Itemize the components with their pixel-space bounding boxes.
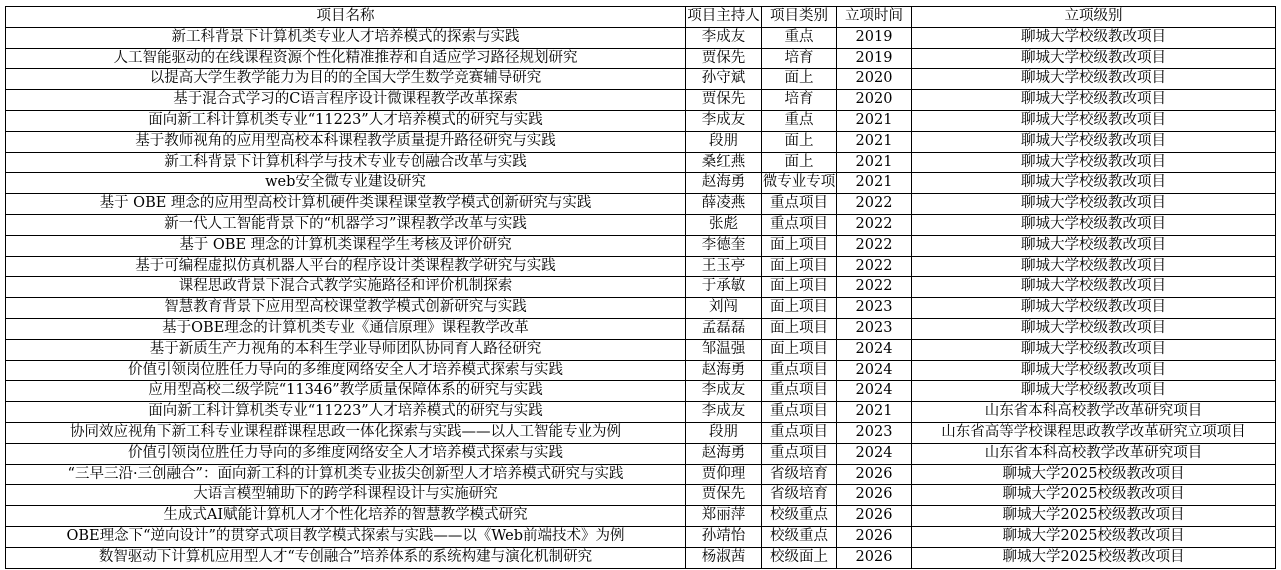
cell-category[interactable]: 培育	[762, 90, 837, 111]
table-row	[6, 69, 1276, 90]
cell-category[interactable]: 重点	[762, 110, 837, 131]
cell-host[interactable]: 贾保先	[686, 90, 762, 111]
cell-year[interactable]: 2021	[837, 110, 912, 131]
cell-host[interactable]: 贾保先	[686, 48, 762, 69]
cell-category[interactable]: 重点项目	[762, 194, 837, 215]
cell-level[interactable]: 聊城大学校级教改项目	[912, 256, 1276, 277]
cell-category[interactable]: 面上项目	[762, 298, 837, 319]
cell-category[interactable]: 培育	[762, 48, 837, 69]
cell-level[interactable]: 聊城大学2025校级教改项目	[912, 464, 1276, 485]
cell-level[interactable]: 聊城大学校级教改项目	[912, 131, 1276, 152]
cell-level[interactable]: 聊城大学校级教改项目	[912, 214, 1276, 235]
cell-host[interactable]: 孙靖怡	[686, 526, 762, 547]
cell-level[interactable]: 聊城大学校级教改项目	[912, 27, 1276, 48]
cell-year[interactable]: 2024	[837, 381, 912, 402]
cell-project-name[interactable]: web安全微专业建设研究	[6, 173, 686, 194]
cell-host[interactable]: 李成友	[686, 27, 762, 48]
cell-project-name[interactable]: OBE理念下“逆向设计”的贯穿式项目教学模式探索与实践——以《Web前端技术》为例	[6, 526, 686, 547]
table-row	[6, 547, 1276, 568]
table-row	[6, 485, 1276, 506]
table-row	[6, 48, 1276, 69]
cell-year[interactable]: 2024	[837, 360, 912, 381]
cell-host[interactable]: 孟磊磊	[686, 318, 762, 339]
cell-project-name[interactable]: 面向新工科计算机类专业“11223”人才培养模式的研究与实践	[6, 402, 686, 423]
cell-year[interactable]: 2024	[837, 443, 912, 464]
cell-level[interactable]: 聊城大学校级教改项目	[912, 235, 1276, 256]
cell-category[interactable]: 省级培育	[762, 485, 837, 506]
cell-year[interactable]: 2023	[837, 422, 912, 443]
cell-category[interactable]: 重点	[762, 27, 837, 48]
cell-level[interactable]: 聊城大学校级教改项目	[912, 194, 1276, 215]
header-project-name[interactable]: 项目名称	[6, 7, 686, 28]
cell-project-name[interactable]: 新一代人工智能背景下的“机器学习”课程教学改革与实践	[6, 214, 686, 235]
cell-project-name[interactable]: 课程思政背景下混合式教学实施路径和评价机制探索	[6, 277, 686, 298]
cell-category[interactable]: 面上项目	[762, 318, 837, 339]
cell-host[interactable]: 赵海勇	[686, 173, 762, 194]
cell-category[interactable]: 重点项目	[762, 381, 837, 402]
cell-host[interactable]: 李成友	[686, 402, 762, 423]
table-row	[6, 214, 1276, 235]
cell-level[interactable]: 聊城大学2025校级教改项目	[912, 526, 1276, 547]
cell-level[interactable]: 聊城大学校级教改项目	[912, 339, 1276, 360]
cell-level[interactable]: 聊城大学校级教改项目	[912, 381, 1276, 402]
cell-level[interactable]: 聊城大学校级教改项目	[912, 48, 1276, 69]
cell-category[interactable]: 重点项目	[762, 422, 837, 443]
table-row	[6, 256, 1276, 277]
table-row	[6, 318, 1276, 339]
cell-host[interactable]: 贾保先	[686, 485, 762, 506]
cell-level[interactable]: 聊城大学2025校级教改项目	[912, 547, 1276, 568]
cell-host[interactable]: 邹温强	[686, 339, 762, 360]
table-row	[6, 526, 1276, 547]
cell-level[interactable]: 聊城大学校级教改项目	[912, 69, 1276, 90]
table-row	[6, 464, 1276, 485]
table-row	[6, 422, 1276, 443]
table-row	[6, 194, 1276, 215]
cell-project-name[interactable]: 价值引领岗位胜任力导向的多维度网络安全人才培养模式探索与实践	[6, 360, 686, 381]
cell-level[interactable]: 山东省本科高校教学改革研究项目	[912, 402, 1276, 423]
table-row	[6, 298, 1276, 319]
cell-category[interactable]: 重点项目	[762, 443, 837, 464]
table-row	[6, 235, 1276, 256]
cell-project-name[interactable]: 智慧教育背景下应用型高校课堂教学模式创新研究与实践	[6, 298, 686, 319]
cell-host[interactable]: 贾仰理	[686, 464, 762, 485]
cell-project-name[interactable]: 面向新工科计算机类专业“11223”人才培养模式的研究与实践	[6, 110, 686, 131]
cell-host[interactable]: 于承敏	[686, 277, 762, 298]
cell-host[interactable]: 赵海勇	[686, 360, 762, 381]
table-row	[6, 131, 1276, 152]
cell-project-name[interactable]: 新工科背景下计算机科学与技术专业专创融合改革与实践	[6, 152, 686, 173]
cell-level[interactable]: 聊城大学校级教改项目	[912, 90, 1276, 111]
cell-level[interactable]: 山东省本科高校教学改革研究项目	[912, 443, 1276, 464]
table-row	[6, 360, 1276, 381]
cell-project-name[interactable]: 以提高大学生教学能力为目的的全国大学生数学竞赛辅导研究	[6, 69, 686, 90]
cell-year[interactable]: 2023	[837, 298, 912, 319]
cell-level[interactable]: 聊城大学校级教改项目	[912, 277, 1276, 298]
cell-category[interactable]: 重点项目	[762, 402, 837, 423]
cell-year[interactable]: 2019	[837, 27, 912, 48]
cell-project-name[interactable]: 大语言模型辅助下的跨学科课程设计与实施研究	[6, 485, 686, 506]
cell-host[interactable]: 李成友	[686, 381, 762, 402]
cell-host[interactable]: 薛凌燕	[686, 194, 762, 215]
cell-project-name[interactable]: 基于教师视角的应用型高校本科课程教学质量提升路径研究与实践	[6, 131, 686, 152]
table-row	[6, 402, 1276, 423]
table-row	[6, 339, 1276, 360]
cell-host[interactable]: 郑丽萍	[686, 506, 762, 527]
table-row	[6, 110, 1276, 131]
cell-level[interactable]: 聊城大学校级教改项目	[912, 318, 1276, 339]
cell-year[interactable]: 2021	[837, 173, 912, 194]
cell-year[interactable]: 2021	[837, 131, 912, 152]
cell-year[interactable]: 2019	[837, 48, 912, 69]
cell-year[interactable]: 2024	[837, 339, 912, 360]
header-category[interactable]: 项目类别	[762, 7, 837, 28]
cell-level[interactable]: 聊城大学校级教改项目	[912, 110, 1276, 131]
cell-project-name[interactable]: 数智驱动下计算机应用型人才“专创融合”培养体系的系统构建与演化机制研究	[6, 547, 686, 568]
cell-host[interactable]: 王玉亭	[686, 256, 762, 277]
cell-year[interactable]: 2022	[837, 277, 912, 298]
cell-level[interactable]: 聊城大学校级教改项目	[912, 298, 1276, 319]
cell-project-name[interactable]: 基于 OBE 理念的计算机类课程学生考核及评价研究	[6, 235, 686, 256]
cell-category[interactable]: 面上	[762, 152, 837, 173]
header-host[interactable]: 项目主持人	[686, 7, 762, 28]
table-row	[6, 443, 1276, 464]
cell-year[interactable]: 2021	[837, 402, 912, 423]
cell-year[interactable]: 2022	[837, 214, 912, 235]
cell-category[interactable]: 面上项目	[762, 277, 837, 298]
cell-category[interactable]: 校级重点	[762, 506, 837, 527]
cell-project-name[interactable]: 人工智能驱动的在线课程资源个性化精准推荐和自适应学习路径规划研究	[6, 48, 686, 69]
header-level[interactable]: 立项级别	[912, 7, 1276, 28]
cell-category[interactable]: 省级培育	[762, 464, 837, 485]
cell-host[interactable]: 张彪	[686, 214, 762, 235]
cell-category[interactable]: 面上	[762, 131, 837, 152]
table-row	[6, 381, 1276, 402]
cell-project-name[interactable]: 协同效应视角下新工科专业课程群课程思政一体化探索与实践——以人工智能专业为例	[6, 422, 686, 443]
cell-year[interactable]: 2026	[837, 464, 912, 485]
cell-level[interactable]: 聊城大学校级教改项目	[912, 152, 1276, 173]
cell-year[interactable]: 2020	[837, 90, 912, 111]
cell-year[interactable]: 2022	[837, 235, 912, 256]
table-row	[6, 173, 1276, 194]
cell-level[interactable]: 聊城大学2025校级教改项目	[912, 485, 1276, 506]
cell-category[interactable]: 重点项目	[762, 214, 837, 235]
table-row	[6, 152, 1276, 173]
cell-host[interactable]: 李成友	[686, 110, 762, 131]
header-year[interactable]: 立项时间	[837, 7, 912, 28]
cell-category[interactable]: 面上项目	[762, 235, 837, 256]
cell-host[interactable]: 孙守斌	[686, 69, 762, 90]
table-row	[6, 506, 1276, 527]
cell-host[interactable]: 杨淑茜	[686, 547, 762, 568]
cell-year[interactable]: 2022	[837, 256, 912, 277]
cell-host[interactable]: 段朋	[686, 131, 762, 152]
header-row	[6, 7, 1276, 28]
table-row	[6, 277, 1276, 298]
cell-host[interactable]: 李德奎	[686, 235, 762, 256]
cell-category[interactable]: 面上项目	[762, 256, 837, 277]
cell-category[interactable]: 面上	[762, 69, 837, 90]
cell-level[interactable]: 山东省高等学校课程思政教学改革研究立项项目	[912, 422, 1276, 443]
cell-project-name[interactable]: 生成式AI赋能计算机人才个性化培养的智慧教学模式研究	[6, 506, 686, 527]
spreadsheet	[5, 6, 1276, 569]
cell-level[interactable]: 聊城大学校级教改项目	[912, 360, 1276, 381]
cell-host[interactable]: 桑红燕	[686, 152, 762, 173]
cell-host[interactable]: 赵海勇	[686, 443, 762, 464]
cell-year[interactable]: 2020	[837, 69, 912, 90]
cell-year[interactable]: 2023	[837, 318, 912, 339]
cell-project-name[interactable]: 应用型高校二级学院“11346”教学质量保障体系的研究与实践	[6, 381, 686, 402]
cell-project-name[interactable]: 价值引领岗位胜任力导向的多维度网络安全人才培养模式探索与实践	[6, 443, 686, 464]
cell-level[interactable]: 聊城大学2025校级教改项目	[912, 506, 1276, 527]
cell-category[interactable]: 校级面上	[762, 547, 837, 568]
cell-level[interactable]: 聊城大学校级教改项目	[912, 173, 1276, 194]
table-row	[6, 90, 1276, 111]
cell-category[interactable]: 校级重点	[762, 526, 837, 547]
cell-project-name[interactable]: 新工科背景下计算机类专业人才培养模式的探索与实践	[6, 27, 686, 48]
cell-category[interactable]: 微专业专项	[762, 173, 837, 194]
cell-project-name[interactable]: 基于可编程虚拟仿真机器人平台的程序设计类课程教学研究与实践	[6, 256, 686, 277]
cell-year[interactable]: 2026	[837, 485, 912, 506]
cell-project-name[interactable]: “三早三沿·三创融合”：面向新工科的计算机类专业拔尖创新型人才培养模式研究与实践	[6, 464, 686, 485]
cell-host[interactable]: 段朋	[686, 422, 762, 443]
cell-project-name[interactable]: 基于混合式学习的C语言程序设计微课程教学改革探索	[6, 90, 686, 111]
cell-project-name[interactable]: 基于OBE理念的计算机类专业《通信原理》课程教学改革	[6, 318, 686, 339]
cell-project-name[interactable]: 基于新质生产力视角的本科生学业导师团队协同育人路径研究	[6, 339, 686, 360]
projects-table	[5, 6, 1276, 569]
cell-category[interactable]: 面上项目	[762, 339, 837, 360]
cell-project-name[interactable]: 基于 OBE 理念的应用型高校计算机硬件类课程课堂教学模式创新研究与实践	[6, 194, 686, 215]
cell-year[interactable]: 2021	[837, 152, 912, 173]
table-row	[6, 27, 1276, 48]
cell-year[interactable]: 2026	[837, 526, 912, 547]
cell-year[interactable]: 2022	[837, 194, 912, 215]
cell-year[interactable]: 2026	[837, 506, 912, 527]
cell-host[interactable]: 刘闯	[686, 298, 762, 319]
cell-year[interactable]: 2026	[837, 547, 912, 568]
cell-category[interactable]: 重点项目	[762, 360, 837, 381]
